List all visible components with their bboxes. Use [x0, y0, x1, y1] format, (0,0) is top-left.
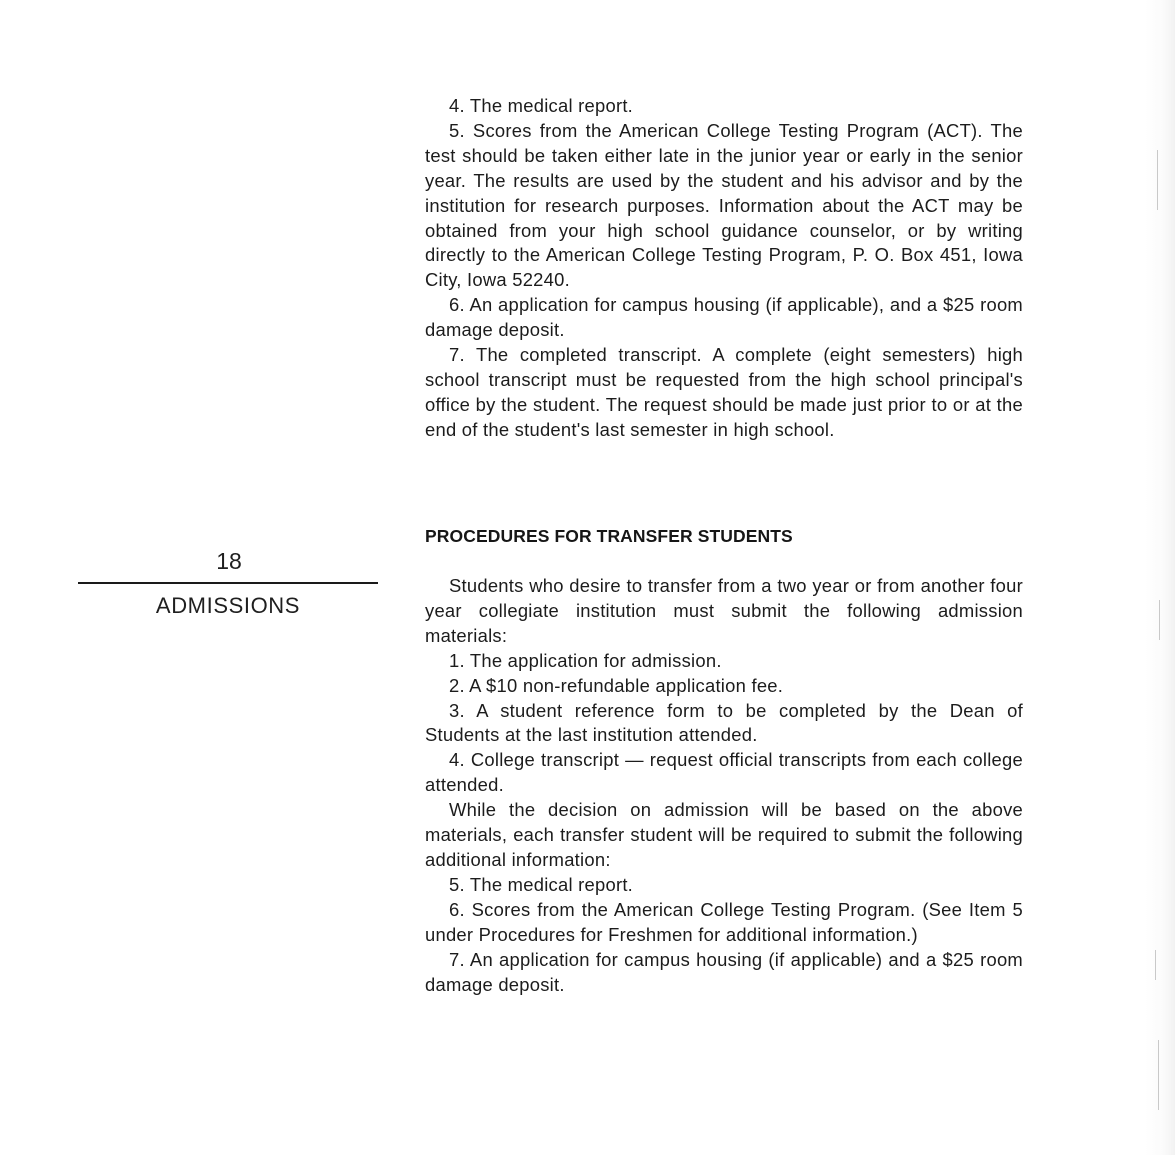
list-item: 6. An application for campus housing (if applicable), and a $25 room damage deposit. — [425, 294, 1023, 341]
page-number: 18 — [216, 548, 242, 574]
freshmen-procedures-continued — [425, 94, 1023, 443]
list-item: 7. An application for campus housing (if applicable) and a $25 room damage deposit. — [425, 948, 1023, 995]
list-item: 3. A student reference form to be completed by the Dean of Students at the last institution attended. — [425, 699, 1023, 746]
list-item: 4. The medical report. — [449, 95, 634, 116]
list-item: 2. A $10 non-refundable application fee. — [449, 674, 784, 696]
list-item: 5. Scores from the American College Testing Program (ACT). The test should be taken either late in the junior year or early in the senior year. The results are used by the student and his advisor and by the institution for research purposes. Information about the ACT may be obtained from your high school guidance counselor, or by writing directly to the American College Testing Program, P. O. Box 451, Iowa City, Iowa 52240. — [425, 119, 1023, 291]
list-item: 1. The application for admission. — [449, 649, 722, 671]
sidebar — [78, 544, 378, 623]
transfer-heading: PROCEDURES FOR TRANSFER STUDENTS — [425, 526, 793, 546]
page-edge-shadow — [1145, 0, 1175, 1155]
transfer-procedures — [425, 574, 1023, 997]
list-item: 7. The completed transcript. A complete (eight semesters) high school transcript must be requested from the high school principal's office by the student. The request should be made just prior to or at the end of the student's last semester in high school. — [425, 344, 1023, 440]
list-item: 5. The medical report. — [449, 873, 634, 895]
sidebar-divider — [78, 582, 378, 584]
section-title: ADMISSIONS — [155, 593, 301, 618]
list-item: 6. Scores from the American College Testing Program. (See Item 5 under Procedures for Freshmen for additional information.) — [425, 898, 1023, 945]
additional-intro: While the decision on admission will be based on the above materials, each transfer student will be required to submit the following additional information: — [425, 799, 1023, 870]
transfer-intro: Students who desire to transfer from a two year or from another four year collegiate institution must submit the following admission materials: — [425, 575, 1023, 646]
list-item: 4. College transcript — request official transcripts from each college attended. — [425, 749, 1023, 796]
